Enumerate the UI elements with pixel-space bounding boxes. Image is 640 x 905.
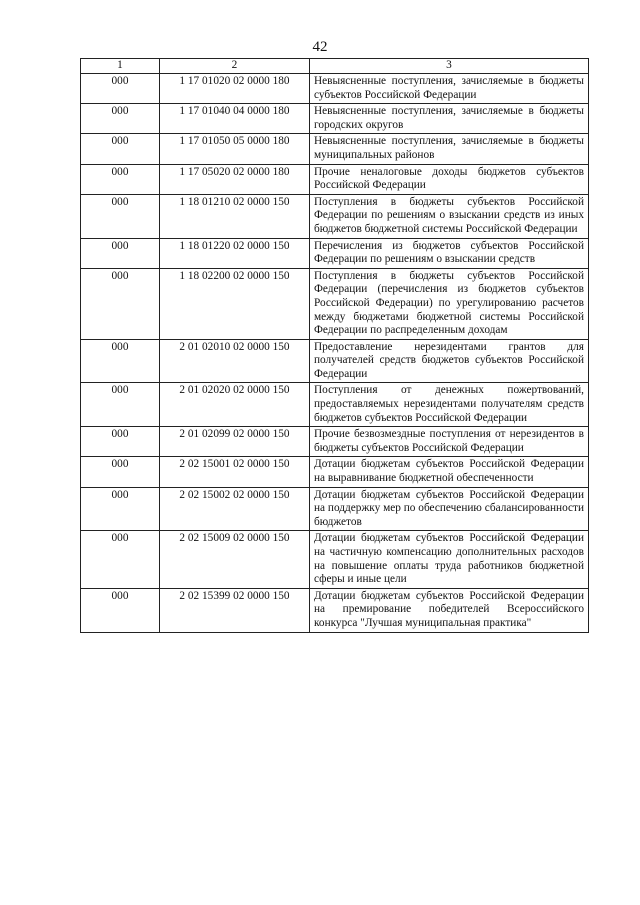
revenue-name-cell: Дотации бюджетам субъектов Российской Федерации на выравнивание бюджетной обеспеченности	[310, 457, 589, 487]
table-row	[81, 457, 589, 487]
revenue-name-cell: Предоставление нерезидентами грантов для получателей средств бюджетов субъектов Российской Федерации	[310, 339, 589, 383]
revenue-name-cell: Невыясненные поступления, зачисляемые в бюджеты муниципальных районов	[310, 134, 589, 164]
revenue-name-cell: Прочие неналоговые доходы бюджетов субъектов Российской Федерации	[310, 164, 589, 194]
admin-code-cell: 000	[81, 531, 160, 588]
table-row	[81, 164, 589, 194]
admin-code-cell: 000	[81, 134, 160, 164]
admin-code-cell: 000	[81, 457, 160, 487]
column-header-2: 2	[160, 59, 310, 74]
table-row	[81, 104, 589, 134]
budget-code-cell: 1 18 01210 02 0000 150	[160, 194, 310, 238]
revenue-name-cell: Перечисления из бюджетов субъектов Российской Федерации по решениям о взыскании средств	[310, 238, 589, 268]
revenue-classification-table	[80, 58, 589, 633]
table-row	[81, 194, 589, 238]
table-header-row	[81, 59, 589, 74]
revenue-name-cell: Дотации бюджетам субъектов Российской Федерации на премирование победителей Всероссийского конкурса "Лучшая муниципальная практика"	[310, 588, 589, 632]
budget-code-cell: 1 17 01040 04 0000 180	[160, 104, 310, 134]
revenue-name-cell: Невыясненные поступления, зачисляемые в бюджеты субъектов Российской Федерации	[310, 74, 589, 104]
budget-code-cell: 2 02 15009 02 0000 150	[160, 531, 310, 588]
table-row	[81, 134, 589, 164]
table-row	[81, 383, 589, 427]
revenue-name-cell: Дотации бюджетам субъектов Российской Федерации на поддержку мер по обеспечению сбалансированности бюджетов	[310, 487, 589, 531]
table-row	[81, 74, 589, 104]
admin-code-cell: 000	[81, 74, 160, 104]
budget-code-cell: 1 18 02200 02 0000 150	[160, 268, 310, 339]
budget-code-cell: 1 17 05020 02 0000 180	[160, 164, 310, 194]
table-row	[81, 238, 589, 268]
table-row	[81, 531, 589, 588]
admin-code-cell: 000	[81, 487, 160, 531]
column-header-1: 1	[81, 59, 160, 74]
revenue-name-cell: Поступления от денежных пожертвований, предоставляемых нерезидентами получателям средств бюджетов субъектов Российской Федерации	[310, 383, 589, 427]
page-number: 42	[312, 39, 328, 55]
table-row	[81, 268, 589, 339]
budget-code-cell: 2 01 02099 02 0000 150	[160, 427, 310, 457]
budget-code-cell: 1 17 01050 05 0000 180	[160, 134, 310, 164]
admin-code-cell: 000	[81, 164, 160, 194]
budget-code-cell: 2 01 02020 02 0000 150	[160, 383, 310, 427]
revenue-name-cell: Невыясненные поступления, зачисляемые в бюджеты городских округов	[310, 104, 589, 134]
admin-code-cell: 000	[81, 268, 160, 339]
column-header-3: 3	[310, 59, 589, 74]
admin-code-cell: 000	[81, 339, 160, 383]
budget-code-cell: 1 17 01020 02 0000 180	[160, 74, 310, 104]
budget-code-cell: 1 18 01220 02 0000 150	[160, 238, 310, 268]
revenue-name-cell: Прочие безвозмездные поступления от нерезидентов в бюджеты субъектов Российской Федерации	[310, 427, 589, 457]
admin-code-cell: 000	[81, 588, 160, 632]
budget-code-cell: 2 02 15001 02 0000 150	[160, 457, 310, 487]
admin-code-cell: 000	[81, 383, 160, 427]
budget-code-cell: 2 01 02010 02 0000 150	[160, 339, 310, 383]
admin-code-cell: 000	[81, 104, 160, 134]
admin-code-cell: 000	[81, 427, 160, 457]
table-row	[81, 588, 589, 632]
table-row	[81, 487, 589, 531]
admin-code-cell: 000	[81, 194, 160, 238]
table-row	[81, 339, 589, 383]
budget-code-cell: 2 02 15002 02 0000 150	[160, 487, 310, 531]
revenue-name-cell: Дотации бюджетам субъектов Российской Федерации на частичную компенсацию дополнительных расходов на повышение оплаты труда работников бюджетной сферы и иные цели	[310, 531, 589, 588]
table-body	[81, 74, 589, 633]
budget-code-cell: 2 02 15399 02 0000 150	[160, 588, 310, 632]
table-row	[81, 427, 589, 457]
admin-code-cell: 000	[81, 238, 160, 268]
revenue-name-cell: Поступления в бюджеты субъектов Российской Федерации по решениям о взыскании средств из иных бюджетов бюджетной системы Российской Федерации	[310, 194, 589, 238]
revenue-name-cell: Поступления в бюджеты субъектов Российской Федерации (перечисления из бюджетов субъектов Российской Федерации) по урегулированию расчетов между бюджетами бюджетной системы Российской Федерации по распределенным доходам	[310, 268, 589, 339]
